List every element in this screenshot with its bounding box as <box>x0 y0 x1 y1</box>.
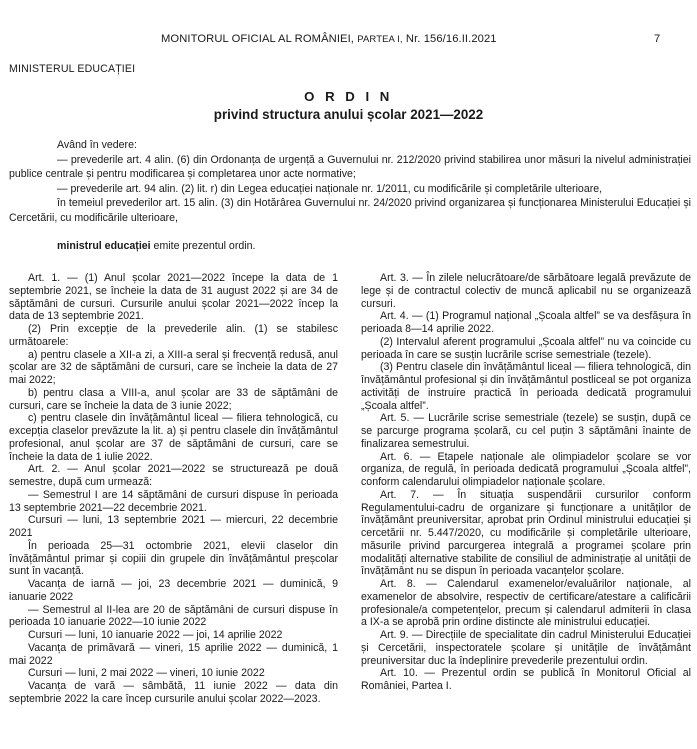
article-paragraph: c) pentru clasele din învățământul liceal — filiera tehnologică, cu excepția claselor prevăzute la lit. a) și pentru clasele din învățământul profesional, anul școlar are 37 de săptămâni de cursuri, care se încheie la data de 1 iulie 2022. <box>9 412 338 463</box>
article-paragraph: a) pentru clasele a XII-a zi, a XIII-a seral și frecvență redusă, anul școlar are 32 de săptămâni de cursuri, care se încheie la data de 27 mai 2022; <box>9 348 338 386</box>
emitter-name: ministrul educației <box>57 240 151 252</box>
page-number: 7 <box>654 33 661 45</box>
article-paragraph: Vacanța de vară — sâmbătă, 11 iunie 2022 — data din septembrie 2022 la care încep cursurile anului școlar 2022—2023. <box>9 680 338 705</box>
article-paragraph: Art. 1. — (1) Anul școlar 2021—2022 începe la data de 1 septembrie 2021, se încheie la data de 31 august 2022 și are 34 de săptămâni de cursuri. Cursurile anului școlar 2021—2022 încep la data de 13 septembrie 2021. <box>9 272 338 323</box>
article-paragraph: Art. 7. — În situația suspendării cursurilor conform Regulamentului-cadru de organizare și funcționare a unităților de învățământ preuniversitar, aprobat prin Ordinul ministrului educației și cercetării nr. 5.447/2020, cu modificările și completările ulterioare, măsurile privind parcurgerea integrală a programei școlare prin modalități alternative stabilite de consiliul de administrație al unității de învățământ nu se dispun în perioada vacanțelor școlare. <box>361 488 691 578</box>
gazette-part: PARTEA I, <box>357 34 403 45</box>
article-paragraph: Cursuri — luni, 13 septembrie 2021 — miercuri, 22 decembrie 2021 <box>9 514 338 539</box>
emitter-line <box>9 239 691 254</box>
article-paragraph: Vacanța de primăvară — vineri, 15 aprilie 2022 — duminică, 1 mai 2022 <box>9 641 338 667</box>
article-paragraph: Art. 5. — Lucrările scrise semestriale (tezele) se susțin, după ce se parcurge programa școlară, cu cel puțin 3 săptămâni înainte de finalizarea semestrului. <box>361 412 691 450</box>
gazette-title: MONITORUL OFICIAL AL ROMÂNIEI, <box>161 33 355 45</box>
article-paragraph: (3) Pentru clasele din învățământul liceal — filiera tehnologică, din învățământul profesional și din învățământul postliceal se pot organiza activități de instruire practică în perioada dedicată programului „Școala altfel”. <box>361 361 691 412</box>
article-paragraph: Cursuri — luni, 10 ianuarie 2022 — joi, 14 aprilie 2022 <box>28 629 283 641</box>
preamble-item: în temeiul prevederilor art. 15 alin. (3) din Hotărârea Guvernului nr. 24/2020 privind organizarea și funcționarea Ministerului Educației și Cercetării, cu modificările ulterioare, <box>9 197 691 224</box>
article-paragraph: În perioada 25—31 octombrie 2021, elevii claselor din învățământul primar și copiii din grupele din învățământul preșcolar sunt în vacanță. <box>9 539 338 578</box>
article-paragraph: Cursuri — luni, 2 mai 2022 — vineri, 10 iunie 2022 <box>28 667 265 680</box>
article-paragraph: Art. 2. — Anul școlar 2021—2022 se structurează pe două semestre, după cum urmează: <box>9 463 338 488</box>
article-paragraph: — Semestrul al II-lea are 20 de săptămâni de cursuri dispuse în perioada 10 ianuarie 2022—10 iunie 2022 <box>9 603 338 629</box>
gazette-issue: Nr. 156/16.II.2021 <box>405 33 497 45</box>
article-paragraph: Art. 9. — Direcțiile de specialitate din cadrul Ministerului Educației și Cercetării, inspectoratele școlare și unitățile de învățământ preuniversitar duc la îndeplinire prevederile prezentului ordin. <box>361 629 691 667</box>
article-paragraph: Art. 4. — (1) Programul național „Școala altfel” se va desfășura în perioada 8—14 aprilie 2022. <box>361 310 691 335</box>
preamble-item: — prevederile art. 94 alin. (2) lit. r) din Legea educației naționale nr. 1/2011, cu modificările și completările ulterioare, <box>57 182 603 195</box>
article-paragraph: b) pentru clasa a VIII-a, anul școlar are 33 de săptămâni de cursuri, care se încheie la data de 3 iunie 2022; <box>9 386 338 412</box>
article-paragraph: Art. 6. — Etapele naționale ale olimpiadelor școlare se vor organiza, de regulă, în perioada dedicată programului „Școala altfel”, conform calendarului olimpiadelor naționale școlare. <box>361 450 691 488</box>
right-column <box>361 272 691 693</box>
document-type-title: O R D I N <box>304 89 393 104</box>
preamble <box>9 138 691 254</box>
gazette-header <box>161 33 497 45</box>
article-paragraph: Art. 10. — Prezentul ordin se publică în Monitorul Oficial al României, Partea I. <box>361 667 691 692</box>
issuer-name: MINISTERUL EDUCAȚIEI <box>9 63 136 75</box>
article-paragraph: Vacanța de iarnă — joi, 23 decembrie 2021 — duminică, 9 ianuarie 2022 <box>9 578 338 603</box>
emitter-action: emite prezentul ordin. <box>150 240 256 252</box>
left-column <box>9 272 338 706</box>
article-paragraph: (2) Intervalul aferent programului „Școala altfel” nu va coincide cu perioada în care se susțin lucrările scrise semestriale (tezele). <box>361 335 691 361</box>
article-paragraph: Art. 8. — Calendarul examenelor/evaluărilor naționale, al examenelor de absolvire, respectiv de certificare/atestare a calificării profesionale/a competențelor, precum și calendarul admiterii în clasa a IX-a se aprobă prin ordine distincte ale ministrului educației. <box>361 578 691 629</box>
page-header <box>0 33 697 51</box>
document-subject: privind structura anului școlar 2021—2022 <box>213 107 484 122</box>
preamble-intro: Având în vedere: <box>57 139 137 151</box>
preamble-item: — prevederile art. 4 alin. (6) din Ordonanța de urgență a Guvernului nr. 212/2020 privind stabilirea unor măsuri la nivelul administrației publice centrale și pentru modificarea și completarea unor acte normative; <box>9 153 691 180</box>
article-paragraph: Art. 3. — În zilele nelucrătoare/de sărbătoare legală prevăzute de lege și de contractul colectiv de muncă aplicabil nu se organizează cursuri. <box>361 272 691 310</box>
article-paragraph: (2) Prin excepție de la prevederile alin. (1) se stabilesc următoarele: <box>9 323 338 348</box>
article-paragraph: — Semestrul I are 14 săptămâni de cursuri dispuse în perioada 13 septembrie 2021—22 decembrie 2021. <box>9 488 338 514</box>
